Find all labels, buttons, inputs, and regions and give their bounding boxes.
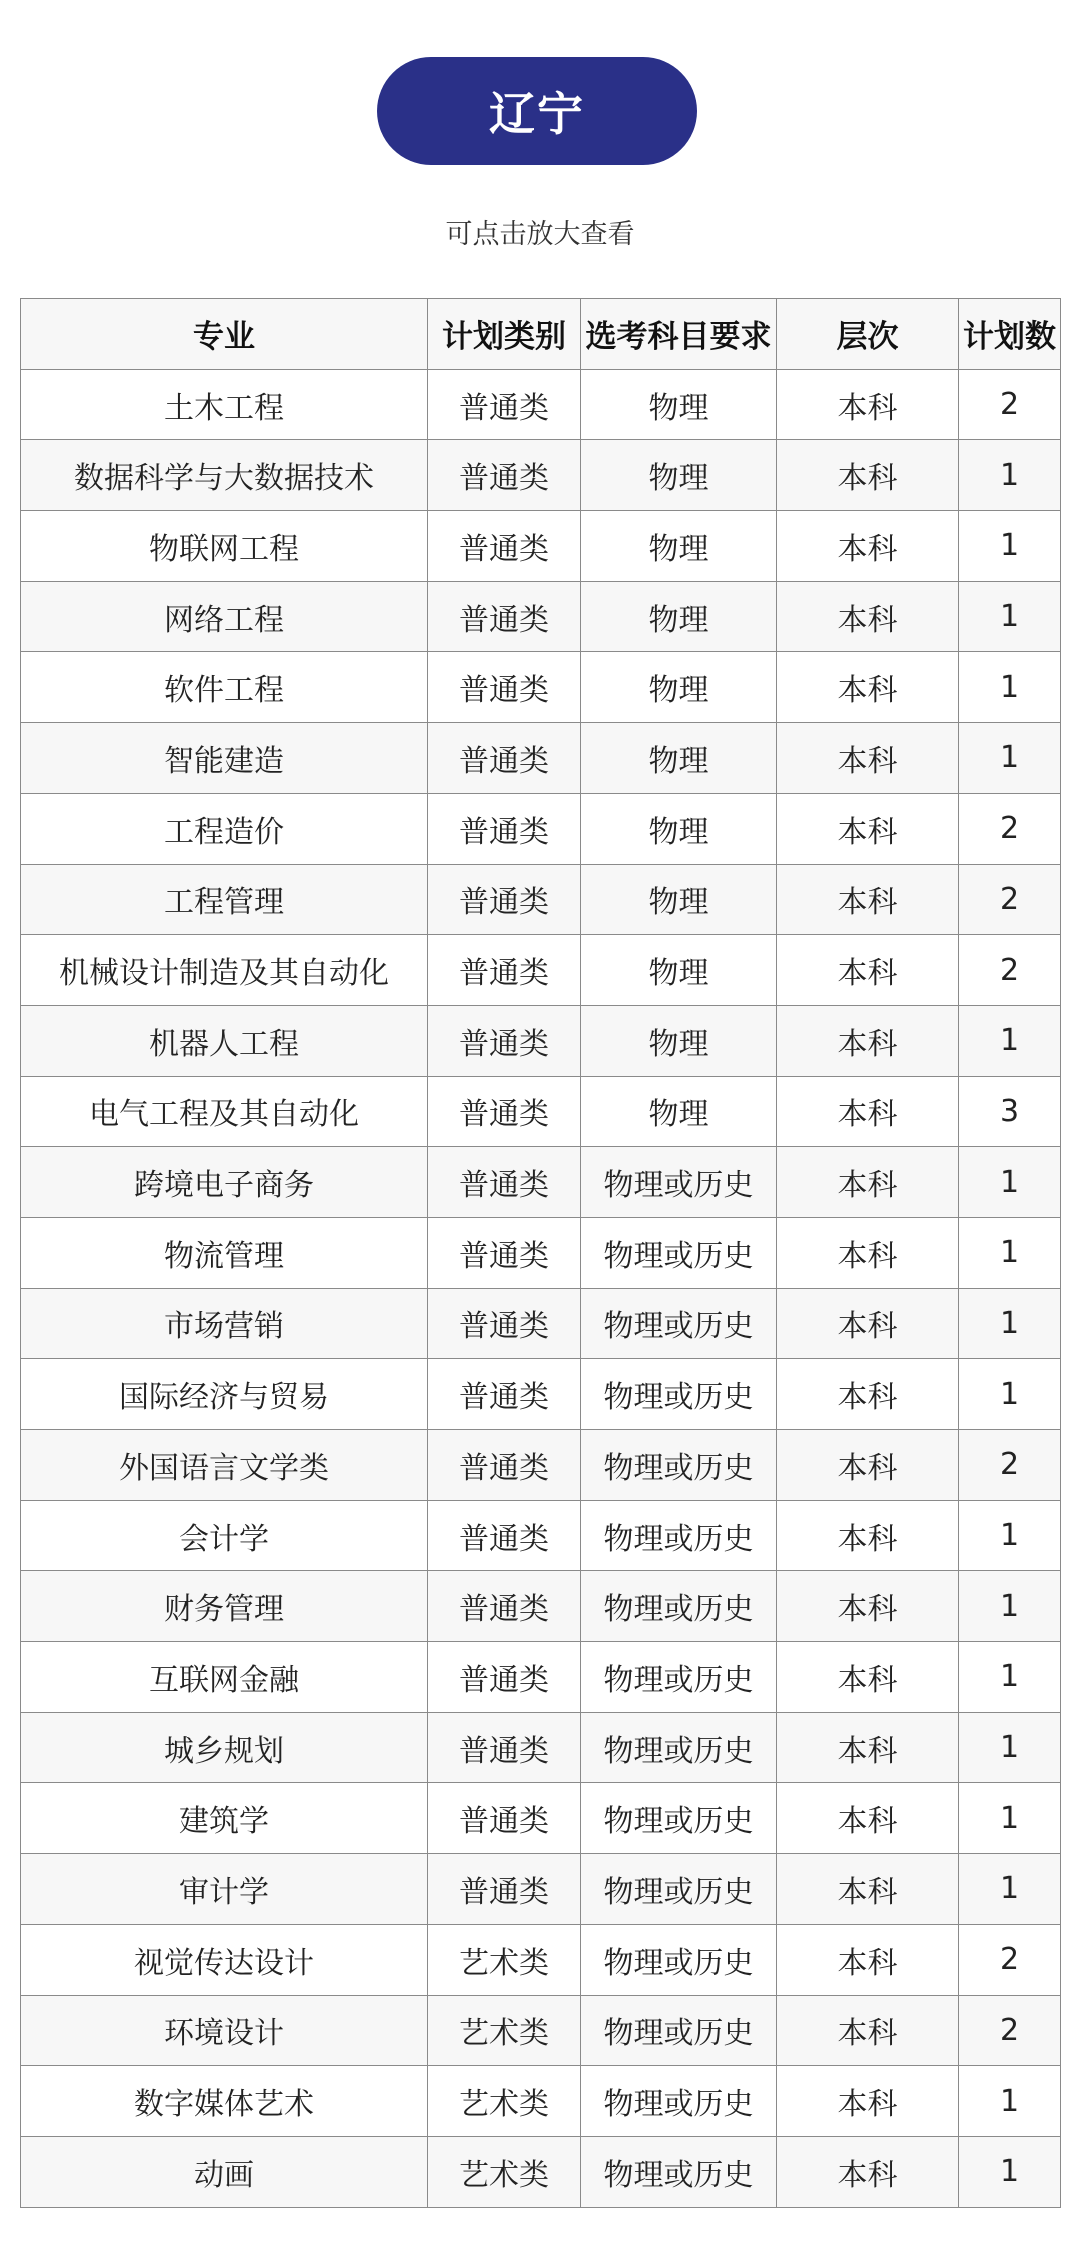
- cell-subject-requirement: 物理: [581, 440, 777, 511]
- header-subject-requirement: 选考科目要求: [581, 299, 777, 370]
- table-row: [21, 1005, 1061, 1076]
- cell-subject-requirement: 物理或历史: [581, 1288, 777, 1359]
- enrollment-plan-table: [20, 298, 1061, 2208]
- cell-plan-count: 2: [959, 864, 1061, 935]
- cell-subject-requirement: 物理或历史: [581, 1500, 777, 1571]
- cell-major: 国际经济与贸易: [21, 1359, 428, 1430]
- table-row: [21, 1924, 1061, 1995]
- cell-plan-category: 普通类: [428, 1712, 581, 1783]
- cell-major: 审计学: [21, 1854, 428, 1925]
- cell-plan-count: 1: [959, 652, 1061, 723]
- cell-level: 本科: [777, 1783, 959, 1854]
- cell-plan-category: 普通类: [428, 440, 581, 511]
- cell-major: 建筑学: [21, 1783, 428, 1854]
- cell-level: 本科: [777, 1571, 959, 1642]
- cell-level: 本科: [777, 440, 959, 511]
- cell-level: 本科: [777, 652, 959, 723]
- cell-plan-count: 2: [959, 1430, 1061, 1501]
- cell-major: 外国语言文学类: [21, 1430, 428, 1501]
- cell-level: 本科: [777, 723, 959, 794]
- cell-plan-category: 普通类: [428, 581, 581, 652]
- cell-major: 土木工程: [21, 369, 428, 440]
- cell-level: 本科: [777, 935, 959, 1006]
- table-row: [21, 1359, 1061, 1430]
- table-row: [21, 440, 1061, 511]
- cell-plan-count: 1: [959, 2066, 1061, 2137]
- table-header-row: [21, 299, 1061, 370]
- cell-plan-category: 艺术类: [428, 1924, 581, 1995]
- cell-plan-count: 1: [959, 1571, 1061, 1642]
- cell-plan-category: 普通类: [428, 1288, 581, 1359]
- cell-plan-count: 1: [959, 2136, 1061, 2207]
- cell-plan-count: 2: [959, 1924, 1061, 1995]
- cell-subject-requirement: 物理: [581, 369, 777, 440]
- cell-plan-category: 普通类: [428, 1642, 581, 1713]
- cell-plan-count: 1: [959, 1288, 1061, 1359]
- cell-level: 本科: [777, 864, 959, 935]
- table-row: [21, 793, 1061, 864]
- header-major: 专业: [21, 299, 428, 370]
- cell-plan-count: 1: [959, 1359, 1061, 1430]
- table-row: [21, 2136, 1061, 2207]
- cell-major: 工程管理: [21, 864, 428, 935]
- cell-subject-requirement: 物理: [581, 1076, 777, 1147]
- cell-level: 本科: [777, 1642, 959, 1713]
- cell-major: 动画: [21, 2136, 428, 2207]
- cell-major: 互联网金融: [21, 1642, 428, 1713]
- table-row: [21, 935, 1061, 1006]
- cell-plan-count: 1: [959, 1005, 1061, 1076]
- cell-plan-category: 普通类: [428, 1076, 581, 1147]
- cell-major: 网络工程: [21, 581, 428, 652]
- cell-level: 本科: [777, 1359, 959, 1430]
- cell-plan-category: 普通类: [428, 1430, 581, 1501]
- cell-subject-requirement: 物理或历史: [581, 2066, 777, 2137]
- cell-plan-category: 普通类: [428, 864, 581, 935]
- table-body: [21, 369, 1061, 2207]
- cell-subject-requirement: 物理: [581, 793, 777, 864]
- cell-subject-requirement: 物理或历史: [581, 1359, 777, 1430]
- cell-major: 城乡规划: [21, 1712, 428, 1783]
- table-row: [21, 1854, 1061, 1925]
- cell-level: 本科: [777, 793, 959, 864]
- table-row: [21, 1995, 1061, 2066]
- cell-subject-requirement: 物理或历史: [581, 1217, 777, 1288]
- table-row: [21, 1217, 1061, 1288]
- cell-plan-count: 1: [959, 1500, 1061, 1571]
- cell-major: 物流管理: [21, 1217, 428, 1288]
- cell-subject-requirement: 物理: [581, 935, 777, 1006]
- table-row: [21, 511, 1061, 582]
- table-row: [21, 1288, 1061, 1359]
- cell-level: 本科: [777, 2136, 959, 2207]
- cell-subject-requirement: 物理: [581, 581, 777, 652]
- table-row: [21, 1430, 1061, 1501]
- cell-plan-category: 普通类: [428, 1217, 581, 1288]
- table-row: [21, 2066, 1061, 2137]
- cell-major: 工程造价: [21, 793, 428, 864]
- cell-subject-requirement: 物理: [581, 1005, 777, 1076]
- region-title-badge: 辽宁: [377, 57, 697, 165]
- cell-level: 本科: [777, 1430, 959, 1501]
- table-row: [21, 1712, 1061, 1783]
- header-plan-count: 计划数: [959, 299, 1061, 370]
- table-row: [21, 1571, 1061, 1642]
- cell-subject-requirement: 物理或历史: [581, 1642, 777, 1713]
- cell-plan-category: 普通类: [428, 511, 581, 582]
- cell-major: 视觉传达设计: [21, 1924, 428, 1995]
- cell-plan-category: 普通类: [428, 1359, 581, 1430]
- cell-major: 机械设计制造及其自动化: [21, 935, 428, 1006]
- table-row: [21, 864, 1061, 935]
- cell-major: 物联网工程: [21, 511, 428, 582]
- table-row: [21, 1076, 1061, 1147]
- cell-plan-count: 1: [959, 581, 1061, 652]
- cell-major: 机器人工程: [21, 1005, 428, 1076]
- cell-plan-count: 2: [959, 369, 1061, 440]
- enrollment-plan-table-container: [20, 298, 1060, 2208]
- table-header: [21, 299, 1061, 370]
- cell-plan-category: 普通类: [428, 1783, 581, 1854]
- cell-major: 市场营销: [21, 1288, 428, 1359]
- table-row: [21, 1783, 1061, 1854]
- cell-level: 本科: [777, 1076, 959, 1147]
- cell-subject-requirement: 物理: [581, 511, 777, 582]
- cell-major: 跨境电子商务: [21, 1147, 428, 1218]
- cell-major: 电气工程及其自动化: [21, 1076, 428, 1147]
- cell-plan-count: 1: [959, 1783, 1061, 1854]
- cell-plan-count: 1: [959, 1712, 1061, 1783]
- cell-plan-category: 普通类: [428, 935, 581, 1006]
- cell-plan-category: 普通类: [428, 1500, 581, 1571]
- cell-plan-count: 3: [959, 1076, 1061, 1147]
- cell-plan-category: 艺术类: [428, 2066, 581, 2137]
- cell-level: 本科: [777, 581, 959, 652]
- table-row: [21, 1500, 1061, 1571]
- cell-plan-category: 普通类: [428, 369, 581, 440]
- cell-subject-requirement: 物理或历史: [581, 1430, 777, 1501]
- cell-level: 本科: [777, 1217, 959, 1288]
- cell-subject-requirement: 物理或历史: [581, 1147, 777, 1218]
- cell-plan-category: 普通类: [428, 652, 581, 723]
- cell-plan-count: 2: [959, 1995, 1061, 2066]
- cell-level: 本科: [777, 1995, 959, 2066]
- cell-subject-requirement: 物理或历史: [581, 1571, 777, 1642]
- cell-plan-count: 1: [959, 511, 1061, 582]
- cell-subject-requirement: 物理或历史: [581, 1995, 777, 2066]
- cell-major: 财务管理: [21, 1571, 428, 1642]
- cell-plan-count: 1: [959, 440, 1061, 511]
- cell-level: 本科: [777, 369, 959, 440]
- cell-level: 本科: [777, 1005, 959, 1076]
- cell-subject-requirement: 物理或历史: [581, 1783, 777, 1854]
- cell-subject-requirement: 物理: [581, 652, 777, 723]
- table-row: [21, 369, 1061, 440]
- cell-subject-requirement: 物理: [581, 723, 777, 794]
- cell-major: 智能建造: [21, 723, 428, 794]
- cell-subject-requirement: 物理: [581, 864, 777, 935]
- cell-major: 软件工程: [21, 652, 428, 723]
- cell-plan-category: 普通类: [428, 1005, 581, 1076]
- cell-plan-count: 2: [959, 793, 1061, 864]
- header-level: 层次: [777, 299, 959, 370]
- cell-plan-category: 普通类: [428, 1147, 581, 1218]
- table-row: [21, 1642, 1061, 1713]
- cell-plan-category: 艺术类: [428, 1995, 581, 2066]
- cell-plan-category: 艺术类: [428, 2136, 581, 2207]
- header-plan-category: 计划类别: [428, 299, 581, 370]
- cell-plan-count: 1: [959, 1854, 1061, 1925]
- cell-level: 本科: [777, 1854, 959, 1925]
- cell-plan-category: 普通类: [428, 1571, 581, 1642]
- cell-major: 环境设计: [21, 1995, 428, 2066]
- cell-major: 会计学: [21, 1500, 428, 1571]
- table-row: [21, 723, 1061, 794]
- cell-plan-count: 1: [959, 1217, 1061, 1288]
- cell-plan-count: 2: [959, 935, 1061, 1006]
- table-row: [21, 652, 1061, 723]
- cell-plan-count: 1: [959, 723, 1061, 794]
- cell-major: 数据科学与大数据技术: [21, 440, 428, 511]
- cell-level: 本科: [777, 1147, 959, 1218]
- cell-subject-requirement: 物理或历史: [581, 2136, 777, 2207]
- cell-plan-category: 普通类: [428, 723, 581, 794]
- cell-level: 本科: [777, 1500, 959, 1571]
- cell-subject-requirement: 物理或历史: [581, 1924, 777, 1995]
- cell-plan-count: 1: [959, 1147, 1061, 1218]
- cell-subject-requirement: 物理或历史: [581, 1854, 777, 1925]
- cell-level: 本科: [777, 1924, 959, 1995]
- table-row: [21, 1147, 1061, 1218]
- cell-plan-category: 普通类: [428, 1854, 581, 1925]
- cell-major: 数字媒体艺术: [21, 2066, 428, 2137]
- cell-level: 本科: [777, 2066, 959, 2137]
- cell-level: 本科: [777, 511, 959, 582]
- zoom-hint-text: 可点击放大查看: [445, 219, 635, 250]
- cell-subject-requirement: 物理或历史: [581, 1712, 777, 1783]
- cell-level: 本科: [777, 1712, 959, 1783]
- cell-plan-category: 普通类: [428, 793, 581, 864]
- table-row: [21, 581, 1061, 652]
- cell-level: 本科: [777, 1288, 959, 1359]
- cell-plan-count: 1: [959, 1642, 1061, 1713]
